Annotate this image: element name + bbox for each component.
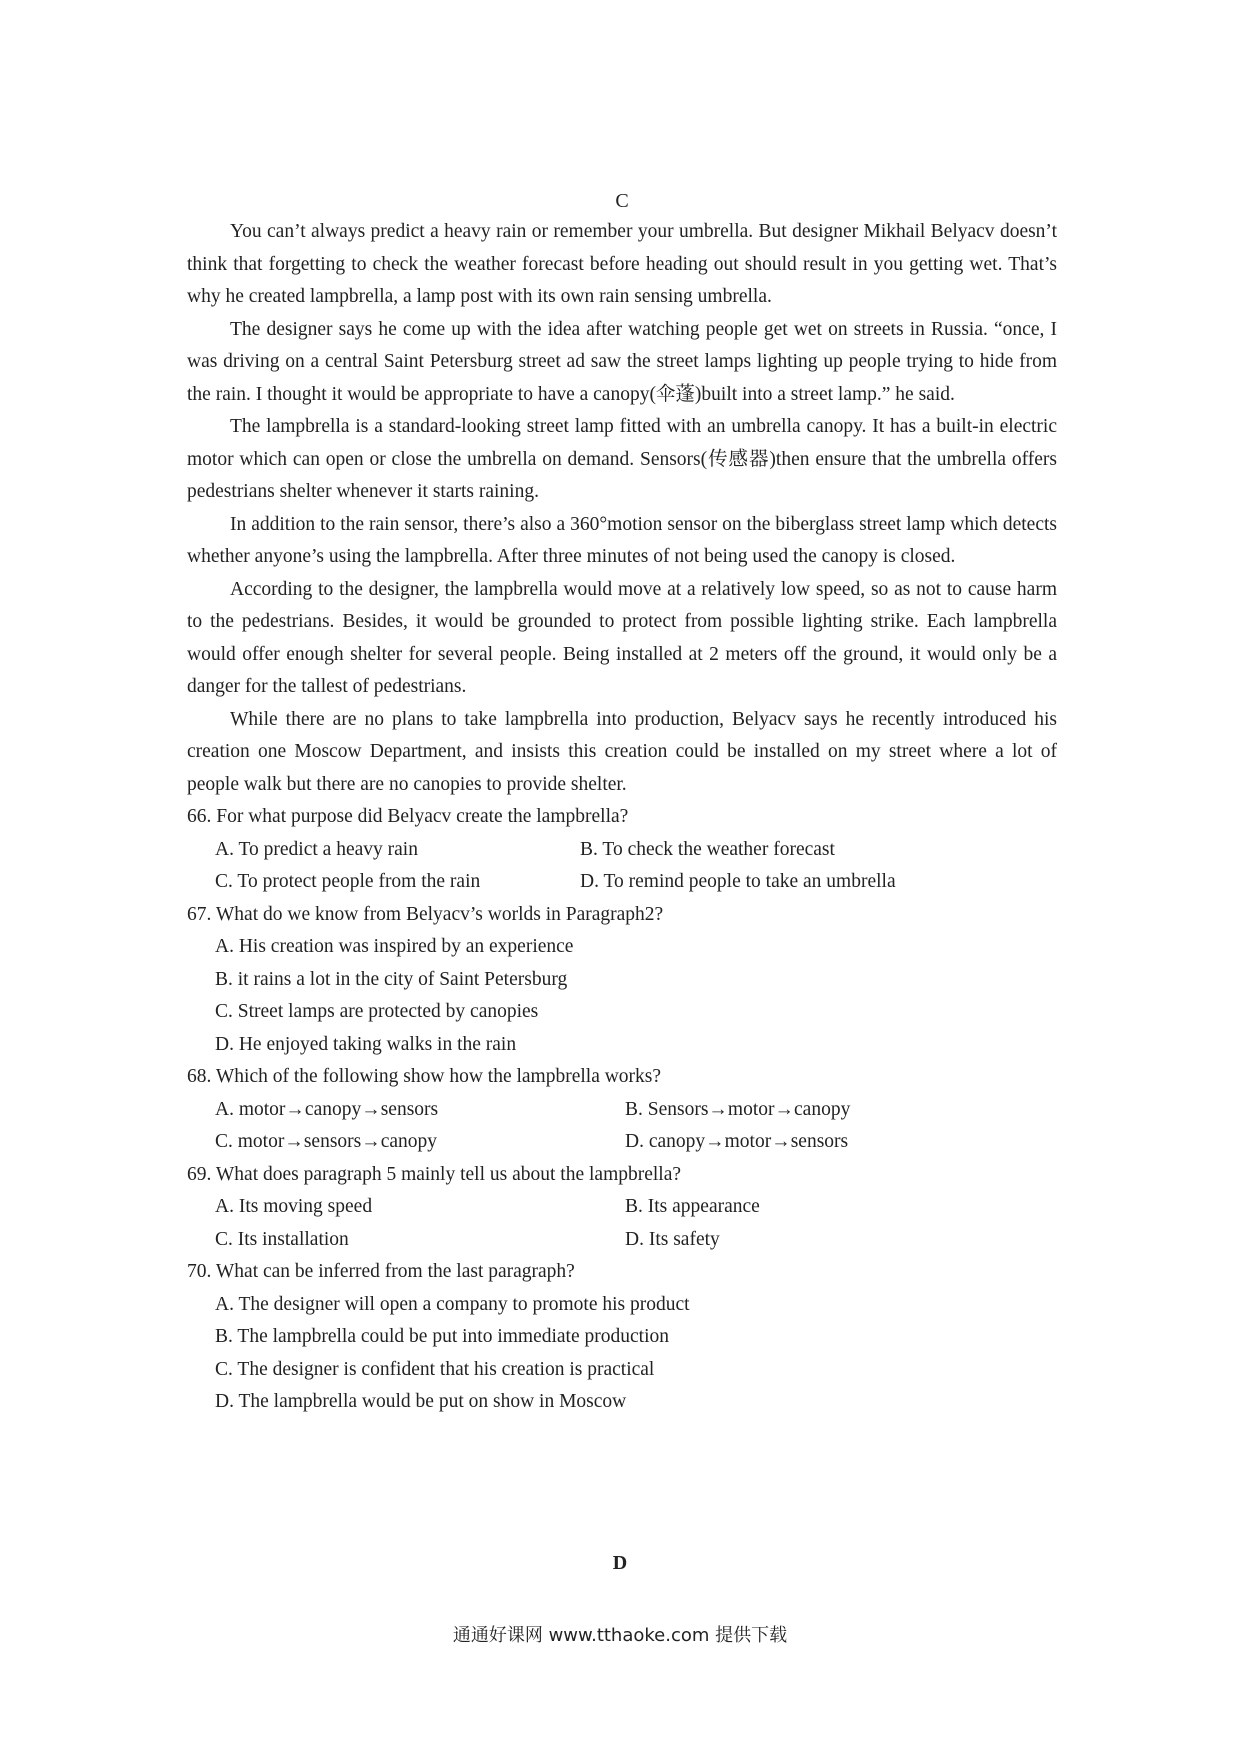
paragraph-1: You can’t always predict a heavy rain or remember your umbrella. But designer Mikhail Belyacv doesn’t think that forgetting to check the weather forecast before heading out should result in you getting wet. That’s why he created lampbrella, a lamp post with its own rain sensing umbrella. (187, 221, 1057, 307)
option-a: A. To predict a heavy rain (215, 838, 418, 860)
question-66 (187, 801, 1057, 899)
option-b: B. Sensors→motor→canopy (625, 1098, 851, 1120)
option-a: A. His creation was inspired by an experience (215, 936, 574, 957)
question-text: 68. Which of the following show how the lampbrella works? (187, 1066, 662, 1087)
options (187, 1094, 1057, 1159)
option-b: B. it rains a lot in the city of Saint Petersburg (215, 968, 568, 990)
paragraph-2: The designer says he come up with the idea after watching people get wet on streets in Russia. “once, I was driving on a central Saint Petersburg street ad saw the street lamps lighting up people trying to hide from the rain. I thought it would be appropriate to have a canopy(伞蓬)built into a street lamp.” he said. (187, 318, 1057, 405)
option-a: A. motor→canopy→sensors (215, 1098, 439, 1120)
reading-section-c (187, 186, 1057, 1419)
question-68 (187, 1061, 1057, 1159)
question-text: 69. What does paragraph 5 mainly tell us about the lampbrella? (187, 1163, 682, 1185)
option-b: B. The lampbrella could be put into immediate production (215, 1326, 669, 1347)
question-70 (187, 1256, 1057, 1419)
option-d: D. canopy→motor→sensors (625, 1131, 849, 1152)
paragraph-6: While there are no plans to take lampbrella into production, Belyacv says he recently introduced his creation one Moscow Department, and insists this creation could be installed on my street where a lot of people walk but there are no canopies to provide shelter. (187, 708, 1057, 795)
option-a: A. Its moving speed (215, 1196, 373, 1217)
question-67 (187, 899, 1057, 1062)
footer-watermark: 通通好课网 www.tthaoke.com 提供下载 (452, 1625, 788, 1646)
option-c: C. To protect people from the rain (215, 871, 481, 892)
options (187, 1289, 1057, 1419)
option-d: D. To remind people to take an umbrella (580, 871, 896, 892)
option-b: B. To check the weather forecast (580, 838, 835, 860)
options (187, 931, 1057, 1061)
option-d: D. Its safety (625, 1228, 720, 1250)
option-a: A. The designer will open a company to promote his product (215, 1293, 690, 1315)
option-c: C. The designer is confident that his creation is practical (215, 1358, 655, 1380)
option-d: D. The lampbrella would be put on show in Moscow (215, 1391, 627, 1412)
option-d: D. He enjoyed taking walks in the rain (215, 1033, 517, 1055)
section-label-c: C (615, 190, 629, 212)
section-label-d: D (612, 1552, 628, 1574)
question-69 (187, 1159, 1057, 1257)
options (187, 1191, 1057, 1256)
options (187, 834, 1057, 899)
paragraph-3: The lampbrella is a standard-looking street lamp fitted with an umbrella canopy. It has a built-in electric motor which can open or close the umbrella on demand. Sensors(传感器)then ensure that the umbrella offers pedestrians shelter whenever it starts raining. (187, 416, 1057, 502)
paragraph-4: In addition to the rain sensor, there’s also a 360°motion sensor on the biberglass street lamp which detects whether anyone’s using the lampbrella. After three minutes of not being used the canopy is closed. (187, 513, 1057, 567)
question-text: 67. What do we know from Belyacv’s worlds in Paragraph2? (187, 903, 664, 925)
question-text: 70. What can be inferred from the last paragraph? (187, 1261, 575, 1282)
paragraph-5: According to the designer, the lampbrella would move at a relatively low speed, so as not to cause harm to the pedestrians. Besides, it would be grounded to protect from possible lighting strike. Each lampbrella would offer enough shelter for several people. Being installed at 2 meters off the ground, it would only be a danger for the tallest of pedestrians. (187, 578, 1057, 697)
option-c: C. Its installation (215, 1228, 349, 1250)
question-text: 66. For what purpose did Belyacv create the lampbrella? (187, 806, 629, 827)
option-c: C. motor→sensors→canopy (215, 1131, 438, 1152)
option-c: C. Street lamps are protected by canopies (215, 1001, 539, 1022)
option-b: B. Its appearance (625, 1196, 760, 1217)
